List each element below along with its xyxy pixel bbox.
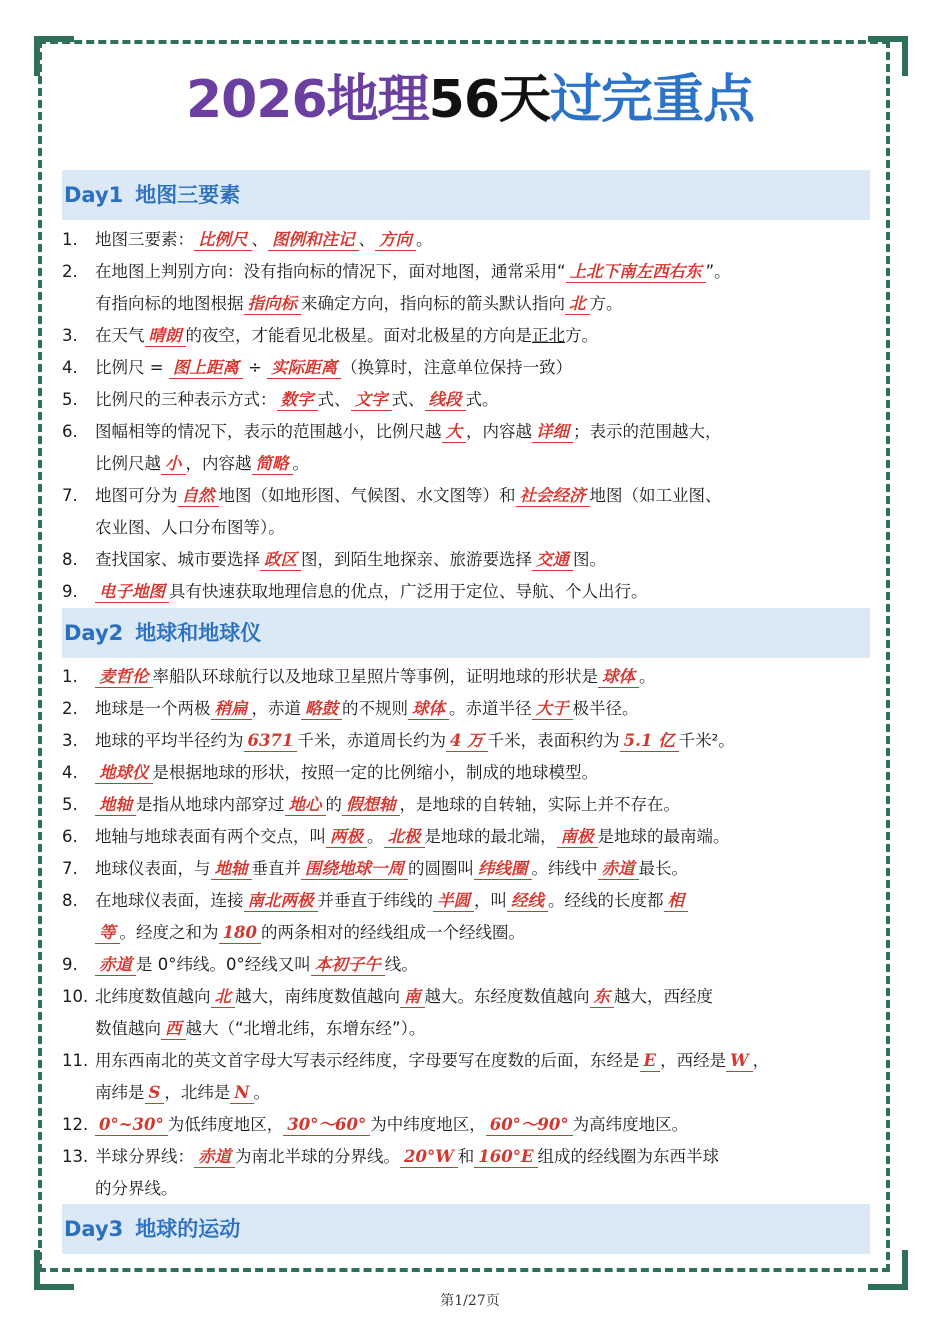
- answer-blank: 假想轴: [342, 795, 400, 816]
- plain-text: 具有快速获取地理信息的优点，广泛用于定位、导航、个人出行。: [169, 582, 648, 601]
- item-number: 10.: [62, 987, 89, 1006]
- plain-text: ，是地球的自转轴，实际上并不存在。: [399, 795, 680, 814]
- item-text: [95, 448, 309, 480]
- item-number: 5.: [62, 390, 78, 409]
- list-item: [62, 789, 874, 821]
- list-item: [62, 949, 874, 981]
- item-text: [95, 544, 606, 576]
- answer-blank: 球体: [598, 667, 639, 688]
- answer-blank: 大于: [532, 699, 573, 720]
- plain-text: ”。: [705, 262, 731, 281]
- item-text: [95, 1045, 769, 1077]
- answer-blank: 图例和注记: [268, 230, 359, 251]
- list-item: [62, 448, 874, 480]
- item-number: 1.: [62, 667, 78, 686]
- answer-blank: 4 万: [446, 731, 488, 752]
- plain-text: 农业图、人口分布图等）。: [95, 518, 285, 537]
- list-item: [62, 885, 874, 917]
- answer-blank: 60°～90°: [486, 1115, 573, 1136]
- plain-text: 千米²。: [678, 731, 735, 750]
- answer-blank: 纬线圈: [474, 859, 532, 880]
- day2-header: [62, 608, 870, 658]
- answer-blank: 半圆: [433, 891, 474, 912]
- answer-blank: 详细: [532, 422, 573, 443]
- item-text: [95, 352, 572, 384]
- plain-text: 地球仪表面，与: [95, 859, 211, 878]
- item-number: 7.: [62, 486, 78, 505]
- answer-blank: 略鼓: [301, 699, 342, 720]
- answer-blank: 线段: [425, 390, 466, 411]
- day3-name: 地球的运动: [135, 1217, 241, 1241]
- day1-list: [62, 224, 874, 608]
- list-item: [62, 981, 874, 1013]
- underlined-text: 正北: [532, 326, 565, 345]
- item-number: 11.: [62, 1051, 89, 1070]
- answer-blank: 指向标: [244, 294, 302, 315]
- plain-text: 线。: [384, 955, 418, 974]
- plain-text: 在地球仪表面，连接: [95, 891, 244, 910]
- plain-text: 的夜空，才能看见北极星。面对北极星的方向是: [185, 326, 532, 345]
- plain-text: 千米，表面积约为: [487, 731, 620, 750]
- plain-text: 式、: [391, 390, 425, 409]
- plain-text: 用东西南北的英文首字母大写表示经纬度，字母要写在度数的后面，东经是: [95, 1051, 640, 1070]
- border-corner: [34, 1250, 74, 1290]
- item-number: 8.: [62, 550, 78, 569]
- answer-blank: 0°~30°: [95, 1115, 168, 1136]
- plain-text: 极半径。: [572, 699, 639, 718]
- plain-text: 越大（“北增北纬，东增东经”）。: [185, 1019, 426, 1038]
- day1-name: 地图三要素: [135, 183, 241, 207]
- list-item: [62, 288, 874, 320]
- answer-blank: 5.1 亿: [620, 731, 679, 752]
- plain-text: 为南北半球的分界线。: [235, 1147, 400, 1166]
- answer-blank: 地轴: [95, 795, 136, 816]
- item-text: [95, 512, 285, 544]
- list-item: [62, 1173, 874, 1205]
- answer-blank: 电子地图: [95, 582, 169, 603]
- answer-blank: 稍扁: [211, 699, 252, 720]
- item-number: 3.: [62, 731, 78, 750]
- list-item: [62, 480, 874, 512]
- answer-blank: 大: [442, 422, 467, 443]
- item-text: [95, 885, 688, 917]
- item-text: [95, 288, 623, 320]
- plain-text: 。经线的长度都: [548, 891, 664, 910]
- answer-blank: 180: [219, 923, 261, 944]
- answer-blank: 经线: [507, 891, 548, 912]
- plain-text: 并垂直于纬线的: [317, 891, 433, 910]
- answer-blank: 比例尺: [194, 230, 252, 251]
- answer-blank: 20°W: [400, 1147, 458, 1168]
- plain-text: 来确定方向，指向标的箭头默认指向: [301, 294, 565, 313]
- plain-text: 的两条相对的经线组成一个经线圈。: [260, 923, 525, 942]
- plain-text: ，西经是: [660, 1051, 727, 1070]
- list-item: [62, 416, 874, 448]
- item-text: [95, 320, 598, 352]
- plain-text: 。: [416, 230, 433, 249]
- plain-text: 在地图上判别方向：没有指向标的情况下，面对地图，通常采用“: [95, 262, 566, 281]
- day3-number: Day3: [64, 1217, 124, 1241]
- list-item: [62, 1013, 874, 1045]
- plain-text: 地图（如工业图、: [589, 486, 722, 505]
- answer-blank: 相: [664, 891, 689, 912]
- item-number: 4.: [62, 763, 78, 782]
- answer-blank: 北: [211, 987, 236, 1008]
- plain-text: 是地球的最北端，: [424, 827, 557, 846]
- answer-blank: 两极: [326, 827, 367, 848]
- list-item: [62, 512, 874, 544]
- plain-text: 的: [325, 795, 342, 814]
- answer-blank: 赤道: [598, 859, 639, 880]
- answer-blank: E: [640, 1051, 661, 1072]
- answer-blank: 数字: [277, 390, 318, 411]
- answer-blank: 自然: [178, 486, 219, 507]
- answer-blank: 晴朗: [145, 326, 186, 347]
- plain-text: 。: [639, 667, 656, 686]
- plain-text: 北纬度数值越向: [95, 987, 211, 1006]
- item-number: 8.: [62, 891, 78, 910]
- answer-blank: 等: [95, 923, 120, 944]
- list-item: [62, 693, 874, 725]
- plain-text: 最长。: [638, 859, 688, 878]
- plain-text: 数值越向: [95, 1019, 161, 1038]
- plain-text: 地轴与地球表面有两个交点，叫: [95, 827, 326, 846]
- plain-text: 地图（如地形图、气候图、水文图等）和: [218, 486, 516, 505]
- item-number: 4.: [62, 358, 78, 377]
- plain-text: 。: [367, 827, 384, 846]
- item-text: [95, 693, 639, 725]
- page-title: [0, 62, 940, 138]
- item-text: [95, 853, 688, 885]
- plain-text: 的分界线。: [95, 1179, 178, 1198]
- answer-blank: 南: [400, 987, 425, 1008]
- list-item: [62, 1077, 874, 1109]
- plain-text: 地图三要素：: [95, 230, 194, 249]
- answer-blank: 上北下南左西右东: [566, 262, 706, 283]
- plain-text: 。经度之和为: [119, 923, 219, 942]
- plain-text: ，: [752, 1051, 770, 1070]
- plain-text: 越大，西经度: [614, 987, 713, 1006]
- item-number: 6.: [62, 827, 78, 846]
- plain-text: 地图可分为: [95, 486, 178, 505]
- item-text: [95, 384, 499, 416]
- plain-text: 为低纬度地区，: [167, 1115, 284, 1134]
- item-number: 6.: [62, 422, 78, 441]
- plain-text: 比例尺 =: [95, 358, 169, 377]
- plain-text: 图。: [573, 550, 606, 569]
- answer-blank: 6371: [244, 731, 298, 752]
- list-item: [62, 725, 874, 757]
- day1-header: [62, 170, 870, 220]
- list-item: [62, 352, 874, 384]
- item-text: [95, 1013, 425, 1045]
- list-item: [62, 576, 874, 608]
- item-text: [95, 1109, 688, 1141]
- answer-blank: 本初子午: [311, 955, 385, 976]
- plain-text: 比例尺越: [95, 454, 161, 473]
- plain-text: 的圆圈叫: [408, 859, 474, 878]
- item-text: [95, 821, 730, 853]
- plain-text: 地球的平均半径约为: [95, 731, 244, 750]
- item-text: [95, 949, 418, 981]
- plain-text: 的不规则: [342, 699, 408, 718]
- item-text: [95, 789, 680, 821]
- answer-blank: 160°E: [474, 1147, 537, 1168]
- item-text: [95, 1077, 270, 1109]
- item-text: [95, 224, 433, 256]
- plain-text: ，内容越: [466, 422, 532, 441]
- plain-text: 垂直并: [251, 859, 301, 878]
- border-corner: [868, 1250, 908, 1290]
- plain-text: ，赤道: [251, 699, 301, 718]
- answer-blank: 东: [590, 987, 615, 1008]
- answer-blank: 围绕地球一周: [301, 859, 408, 880]
- plain-text: 为高纬度地区。: [572, 1115, 689, 1134]
- answer-blank: 社会经济: [516, 486, 590, 507]
- day3-header: [62, 1204, 870, 1254]
- item-text: [95, 917, 525, 949]
- list-item: [62, 757, 874, 789]
- item-number: 2.: [62, 699, 78, 718]
- answer-blank: 方向: [375, 230, 416, 251]
- plain-text: ，叫: [474, 891, 507, 910]
- item-number: 5.: [62, 795, 78, 814]
- plain-text: 式、: [317, 390, 351, 409]
- plain-text: 率船队环球航行以及地球卫星照片等事例，证明地球的形状是: [152, 667, 598, 686]
- answer-blank: 南北两极: [244, 891, 318, 912]
- list-item: [62, 1045, 874, 1077]
- plain-text: 。纬线中: [531, 859, 598, 878]
- plain-text: 南纬是: [95, 1083, 145, 1102]
- plain-text: 为中纬度地区，: [370, 1115, 486, 1134]
- title-part-year: 2026地理: [185, 70, 429, 130]
- plain-text: 图，到陌生地探亲、旅游要选择: [301, 550, 532, 569]
- plain-text: 方。: [565, 326, 598, 345]
- plain-text: 是 0°纬线。0°经线又叫: [136, 955, 311, 974]
- answer-blank: 图上距离: [169, 358, 243, 379]
- plain-text: 是地球的最南端。: [597, 827, 730, 846]
- answer-blank: 地球仪: [95, 763, 153, 784]
- plain-text: 、: [251, 230, 268, 249]
- answer-blank: 赤道: [95, 955, 136, 976]
- plain-text: 比例尺的三种表示方式：: [95, 390, 277, 409]
- plain-text: 。赤道半径: [449, 699, 532, 718]
- item-number: 9.: [62, 955, 78, 974]
- item-text: [95, 981, 713, 1013]
- plain-text: 在天气: [95, 326, 145, 345]
- plain-text: 查找国家、城市要选择: [95, 550, 260, 569]
- answer-blank: 政区: [260, 550, 301, 571]
- item-number: 7.: [62, 859, 78, 878]
- plain-text: 越大。东经度数值越向: [424, 987, 590, 1006]
- plain-text: 是根据地球的形状，按照一定的比例缩小，制成的地球模型。: [152, 763, 598, 782]
- day2-name: 地球和地球仪: [135, 621, 262, 645]
- item-text: [95, 757, 598, 789]
- item-number: 1.: [62, 230, 78, 249]
- item-text: [95, 256, 731, 288]
- page-number: 第1/27页: [440, 1293, 500, 1309]
- answer-blank: 小: [161, 454, 186, 475]
- list-item: [62, 661, 874, 693]
- plain-text: ，内容越: [185, 454, 252, 473]
- plain-text: 越大，南纬度数值越向: [235, 987, 400, 1006]
- answer-blank: 地心: [285, 795, 326, 816]
- plain-text: 图幅相等的情况下，表示的范围越小，比例尺越: [95, 422, 442, 441]
- answer-blank: 交通: [532, 550, 573, 571]
- answer-blank: 地轴: [211, 859, 252, 880]
- item-number: 9.: [62, 582, 78, 601]
- plain-text: 是指从地球内部穿过: [136, 795, 285, 814]
- plain-text: 。: [253, 1083, 271, 1102]
- title-part-days: 56天: [428, 70, 551, 130]
- list-item: [62, 821, 874, 853]
- answer-blank: N: [230, 1083, 253, 1104]
- answer-blank: 赤道: [194, 1147, 235, 1168]
- plain-text: ÷: [242, 358, 268, 377]
- list-item: [62, 853, 874, 885]
- answer-blank: 文字: [351, 390, 392, 411]
- item-number: 12.: [62, 1115, 89, 1134]
- item-text: [95, 576, 648, 608]
- plain-text: ；表示的范围越大，: [573, 422, 722, 441]
- answer-blank: 南极: [557, 827, 598, 848]
- list-item: [62, 320, 874, 352]
- answer-blank: S: [145, 1083, 165, 1104]
- list-item: [62, 256, 874, 288]
- item-text: [95, 661, 656, 693]
- plain-text: 式。: [465, 390, 499, 409]
- item-text: [95, 416, 722, 448]
- answer-blank: 实际距离: [267, 358, 341, 379]
- plain-text: 千米，赤道周长约为: [297, 731, 446, 750]
- list-item: [62, 544, 874, 576]
- list-item: [62, 384, 874, 416]
- item-text: [95, 1173, 178, 1205]
- item-text: [95, 725, 735, 757]
- plain-text: 。: [292, 454, 309, 473]
- item-text: [95, 480, 722, 512]
- plain-text: 方。: [589, 294, 623, 313]
- title-part-goal: 过完重点: [550, 70, 755, 130]
- list-item: [62, 917, 874, 949]
- day1-number: Day1: [64, 183, 124, 207]
- answer-blank: 北: [565, 294, 590, 315]
- list-item: [62, 1141, 874, 1173]
- plain-text: （换算时，注意单位保持一致）: [341, 358, 573, 377]
- plain-text: 组成的经线圈为东西半球: [537, 1147, 720, 1166]
- plain-text: 和: [457, 1147, 475, 1166]
- answer-blank: 简略: [252, 454, 293, 475]
- item-number: 3.: [62, 326, 78, 345]
- plain-text: 地球是一个两极: [95, 699, 211, 718]
- plain-text: ，北纬是: [164, 1083, 231, 1102]
- day2-list: [62, 661, 874, 1205]
- item-number: 13.: [62, 1147, 89, 1166]
- answer-blank: W: [726, 1051, 753, 1072]
- answer-blank: 球体: [408, 699, 449, 720]
- answer-blank: 西: [161, 1019, 186, 1040]
- answer-blank: 麦哲伦: [95, 667, 153, 688]
- item-text: [95, 1141, 719, 1173]
- list-item: [62, 224, 874, 256]
- plain-text: 有指向标的地图根据: [95, 294, 244, 313]
- plain-text: 半球分界线：: [95, 1147, 194, 1166]
- day2-number: Day2: [64, 621, 124, 645]
- answer-blank: 30°～60°: [283, 1115, 370, 1136]
- list-item: [62, 1109, 874, 1141]
- answer-blank: 北极: [384, 827, 425, 848]
- plain-text: 、: [358, 230, 375, 249]
- item-number: 2.: [62, 262, 78, 281]
